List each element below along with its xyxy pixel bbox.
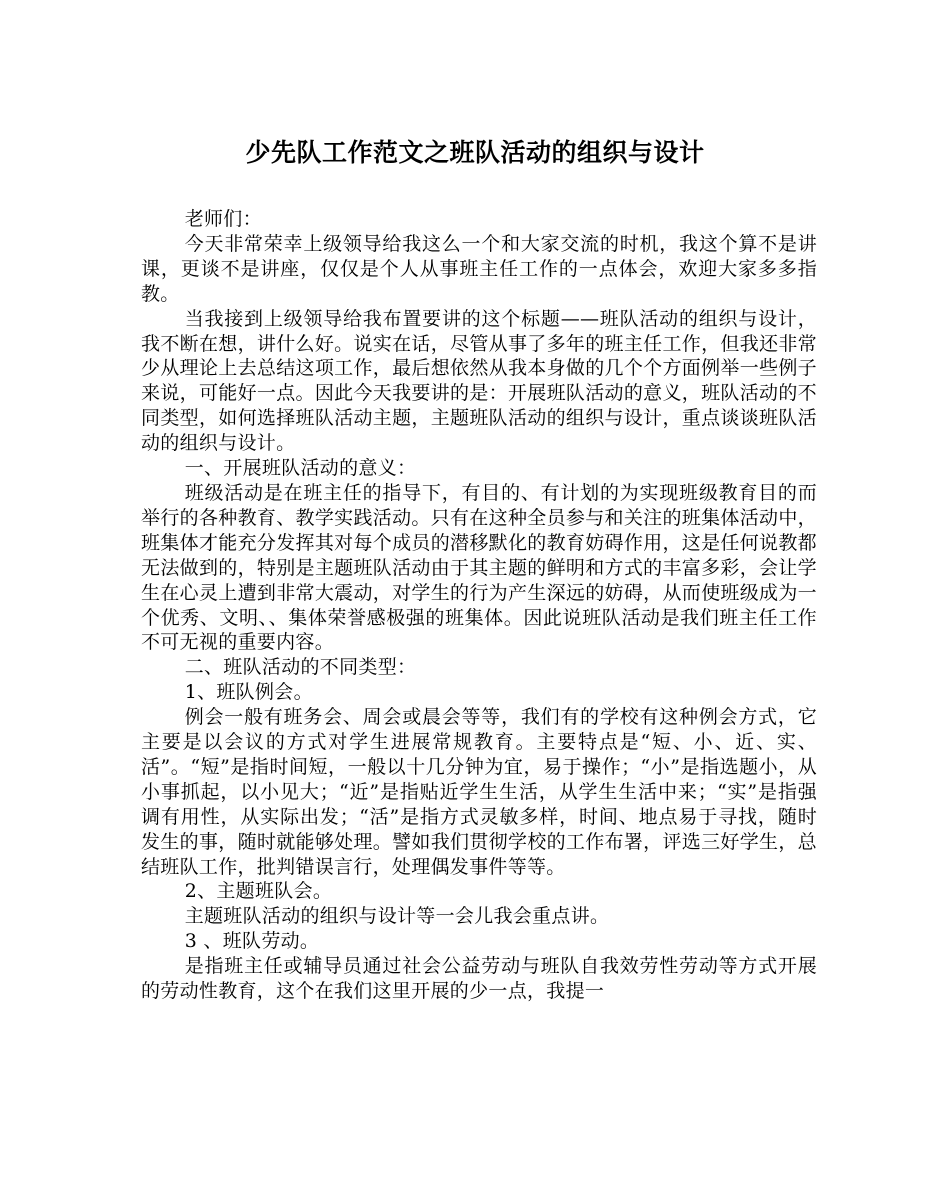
- paragraph-intro: 今天非常荣幸上级领导给我这么一个和大家交流的时机，我这个算不是讲课，更谈不是讲座，仅仅是个人从事班主任工作的一点体会，欢迎大家多多指教。: [141, 232, 817, 305]
- section-heading-types: 二、班队活动的不同类型：: [184, 656, 417, 679]
- paragraph-salutation: 老师们：: [184, 208, 262, 230]
- paragraph-labor: 是指班主任或辅导员通过社会公益劳动与班队自我效劳性劳动等方式开展的劳动性教育，这个在我们这里开展的少一点，我提一: [141, 955, 817, 1003]
- subheading-labor: 3 、班队劳动。: [184, 930, 320, 953]
- section-heading-significance: 一、开展班队活动的意义：: [184, 457, 417, 480]
- paragraph-class-meeting: 例会一般有班务会、周会或晨会等等，我们有的学校有这种例会方式，它主要是以会议的方式对学生进展常规教育。主要特点是“短、小、近、实、活”。“短”是指时间短，一般以十几分钟为宜，易于操作；“小”是指选题小，从小事抓起，以小见大；“近”是指贴近学生生活，从学生生活中来；“实”是指强调有用性，从实际出发；“活”是指方式灵敏多样，时间、地点易于寻找，随时发生的事，随时就能够处理。譬如我们贯彻学校的工作布署，评选三好学生，总结班队工作，批判错误言行，处理偶发事件等等。: [141, 706, 817, 878]
- paragraph-theme-meeting: 主题班队活动的组织与设计等一会儿我会重点讲。: [184, 905, 610, 928]
- document-title: 少先队工作范文之班队活动的组织与设计: [245, 138, 705, 167]
- document-body: [141, 207, 817, 1004]
- subheading-class-meeting: 1、班队例会。: [184, 681, 313, 704]
- subheading-theme-meeting: 2、主题班队会。: [184, 880, 333, 903]
- paragraph-significance: 班级活动是在班主任的指导下，有目的、有计划的为实现班级教育目的而举行的各种教育、教学实践活动。只有在这种全员参与和关注的班集体活动中，班集体才能充分发挥其对每个成员的潜移默化的教育妨碍作用，这是任何说教都无法做到的，特别是主题班队活动由于其主题的鲜明和方式的丰富多彩，会让学生在心灵上遭到非常大震动，对学生的行为产生深远的妨碍，从而使班级成为一个优秀、文明、、集体荣誉感极强的班集体。因此说班队活动是我们班主任工作不可无视的重要内容。: [141, 481, 817, 654]
- paragraph-topic-overview: 当我接到上级领导给我布置要讲的这个标题——班队活动的组织与设计，我不断在想，讲什么好。说实在话，尽管从事了多年的班主任工作，但我还非常少从理论上去总结这项工作，最后想依然从我本身做的几个个方面例举一些例子来说，可能好一点。因此今天我要讲的是：开展班队活动的意义，班队活动的不同类型，如何选择班队活动主题，主题班队活动的组织与设计，重点谈谈班队活动的组织与设计。: [141, 307, 817, 455]
